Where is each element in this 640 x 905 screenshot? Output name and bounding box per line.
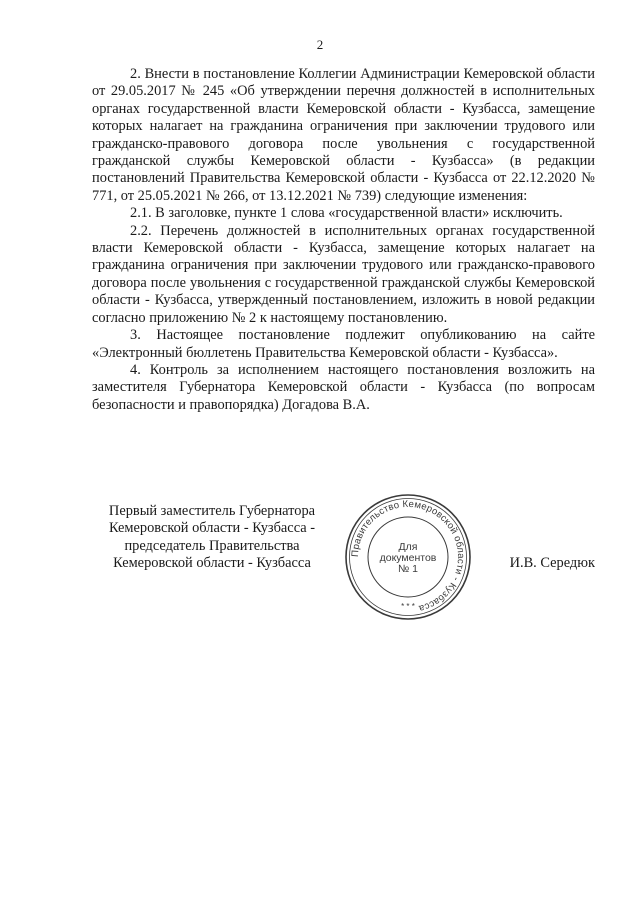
paragraph-publication: 3. Настоящее постановление подлежит опубликованию на сайте «Электронный бюллетень Правительства Кемеровской области - Кузбасса».	[92, 327, 595, 361]
signatory-position	[92, 503, 332, 573]
stamp-stars: * * *	[401, 602, 415, 611]
signatory-position-line: Кемеровской области - Кузбасса -	[108, 520, 316, 537]
signatory-position-line: Первый заместитель Губернатора	[108, 503, 316, 519]
stamp-center-text	[341, 542, 475, 575]
stamp-center-line: № 1	[397, 563, 419, 575]
official-stamp	[341, 490, 475, 624]
signatory-position-line: Кемеровской области - Кузбасса	[113, 555, 311, 572]
paragraph-control: 4. Контроль за исполнением настоящего постановления возложить на заместителя Губернатора Кемеровской области - Кузбасса (по вопросам безопасности и правопорядка) Догадова В.А.	[92, 361, 595, 413]
signatory-position-line: председатель Правительства	[124, 537, 300, 554]
signatory-name: И.В. Середюк	[509, 555, 595, 571]
paragraph-2-1: 2.1. В заголовке, пункте 1 слова «государственной власти» исключить.	[130, 205, 563, 222]
page-number: 2	[316, 37, 324, 52]
document-body	[92, 66, 595, 414]
paragraph-2-2: 2.2. Перечень должностей в исполнительных органах государственной власти Кемеровской области - Кузбасса, замещение которых налагает на гражданина ограничения при заключении трудового или гражданско-правового договора после увольнения с государственной гражданской службы Кемеровской области - Кузбасса, утвержденный постановлением, изложить в новой редакции согласно приложению № 2 к настоящему постановлению.	[92, 222, 595, 326]
paragraph-amendment-intro: 2. Внести в постановление Коллегии Администрации Кемеровской области от 29.05.2017 № 245 «Об утверждении перечня должностей в исполнительных органах государственной власти Кемеровской области - Кузбасса, замещение которых налагает на гражданина ограничения при заключении трудового или гражданско-правового договора после увольнения с государственной гражданской службы Кемеровской области - Кузбасса» (в редакции постановлений Правительства Кемеровской области - Кузбасса от 22.12.2020 № 771, от 25.05.2021 № 266, от 13.12.2021 № 739) следующие изменения:	[92, 66, 595, 204]
stamp-center-line: документов	[379, 552, 437, 564]
stamp-ring-text: Правительство Кемеровской области - Кузбасса	[349, 498, 467, 614]
stamp-center-line: Для	[398, 541, 418, 553]
